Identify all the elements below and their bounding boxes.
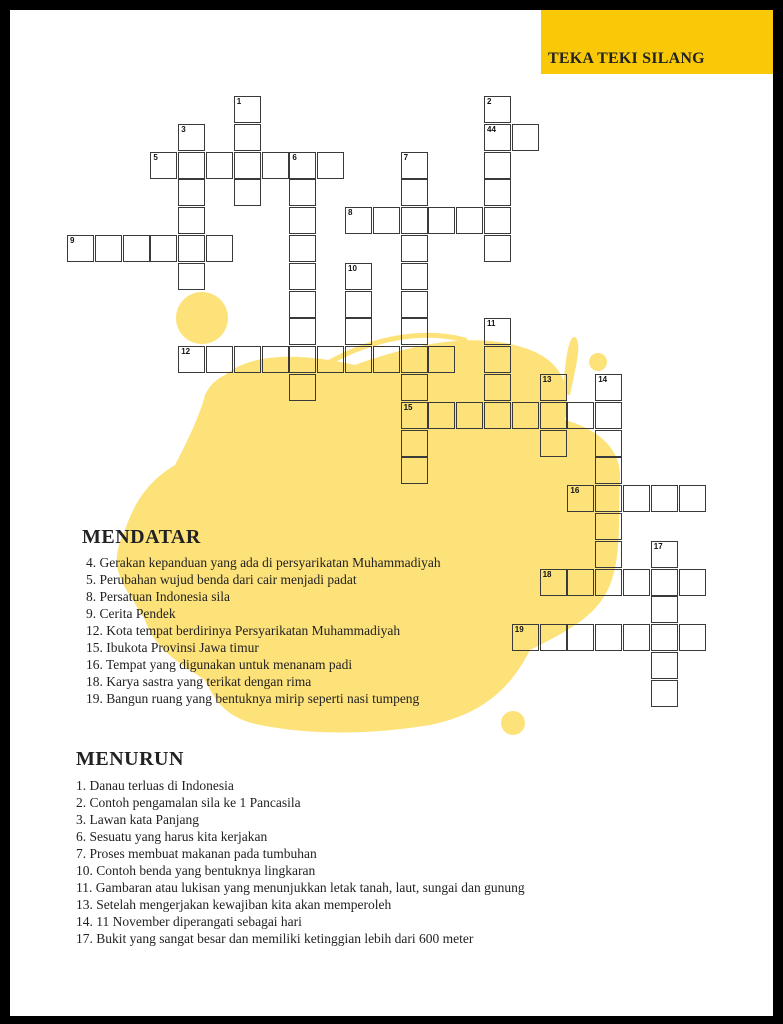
crossword-cell[interactable] [456, 402, 483, 429]
clue-item: 1. Danau terluas di Indonesia [76, 778, 234, 793]
crossword-cell[interactable] [401, 374, 428, 401]
clue-item: 6. Sesuatu yang harus kita kerjakan [76, 829, 268, 844]
crossword-cell[interactable] [345, 346, 372, 373]
crossword-cell[interactable] [540, 430, 567, 457]
crossword-cell[interactable] [234, 152, 261, 179]
clue-item: 4. Gerakan kepanduan yang ada di persyarikatan Muhammadiyah [86, 555, 441, 570]
clue-number: 15 [403, 402, 413, 412]
crossword-cell[interactable] [512, 402, 539, 429]
clue-item: 12. Kota tempat berdirinya Persyarikatan Muhammadiyah [86, 623, 401, 638]
crossword-cell[interactable] [289, 346, 316, 373]
mendatar-clue-list [86, 554, 441, 707]
crossword-cell[interactable] [651, 569, 678, 596]
crossword-cell[interactable] [428, 402, 455, 429]
menurun-heading: MENURUN [76, 748, 184, 770]
crossword-cell[interactable] [178, 207, 205, 234]
crossword-cell[interactable] [234, 346, 261, 373]
crossword-cell[interactable] [540, 374, 567, 401]
clue-number: 3 [181, 124, 186, 134]
crossword-cell[interactable] [178, 152, 205, 179]
crossword-cell[interactable] [401, 179, 428, 206]
clue-number: 5 [153, 152, 158, 162]
crossword-cell[interactable] [317, 346, 344, 373]
crossword-cell[interactable] [651, 680, 678, 707]
page-title: TEKA TEKI SILANG [548, 50, 705, 67]
splash-dot [176, 292, 228, 344]
clue-number: 7 [403, 152, 409, 162]
crossword-cell[interactable] [484, 346, 511, 373]
crossword-cell[interactable] [595, 513, 622, 540]
crossword-cell[interactable] [567, 569, 594, 596]
crossword-cell[interactable] [484, 179, 511, 206]
crossword-cell[interactable] [206, 235, 233, 262]
clue-number: 17 [653, 541, 663, 551]
crossword-cell[interactable] [67, 235, 94, 262]
clue-item: 14. 11 November diperangati sebagai hari [76, 914, 302, 929]
clue-number: 2 [487, 97, 492, 106]
crossword-cell[interactable] [623, 485, 650, 512]
crossword-cell[interactable] [262, 346, 289, 373]
crossword-cell[interactable] [123, 235, 150, 262]
crossword-cell[interactable] [401, 318, 428, 345]
crossword-cell[interactable] [512, 124, 539, 151]
crossword-cell[interactable] [679, 485, 706, 512]
clue-item: 19. Bangun ruang yang bentuknya mirip seperti nasi tumpeng [86, 691, 420, 706]
clue-item: 16. Tempat yang digunakan untuk menanam padi [86, 657, 353, 672]
crossword-cell[interactable] [401, 457, 428, 484]
crossword-cell[interactable] [178, 235, 205, 262]
crossword-cell[interactable] [651, 485, 678, 512]
crossword-cell[interactable] [289, 263, 316, 290]
crossword-cell[interactable] [150, 235, 177, 262]
crossword-cell[interactable] [206, 346, 233, 373]
crossword-cell[interactable] [401, 402, 428, 429]
crossword-cell[interactable] [401, 207, 428, 234]
crossword-cell[interactable] [679, 569, 706, 596]
crossword-cell[interactable] [651, 596, 678, 623]
crossword-cell[interactable] [401, 152, 428, 179]
crossword-cell[interactable] [289, 291, 316, 318]
crossword-cell[interactable] [484, 374, 511, 401]
crossword-cell[interactable] [484, 318, 511, 345]
crossword-cell[interactable] [595, 541, 622, 568]
crossword-cell[interactable] [234, 179, 261, 206]
crossword-cell[interactable] [595, 569, 622, 596]
clue-item: 15. Ibukota Provinsi Jawa timur [86, 640, 259, 655]
mendatar-heading: MENDATAR [82, 526, 201, 548]
crossword-cell[interactable] [567, 624, 594, 651]
crossword-cell[interactable] [567, 402, 594, 429]
crossword-cell[interactable] [595, 624, 622, 651]
clue-number: 19 [514, 625, 524, 635]
crossword-cell[interactable] [595, 485, 622, 512]
crossword-cell[interactable] [651, 541, 678, 568]
crossword-cell[interactable] [178, 124, 205, 151]
clue-item: 13. Setelah mengerjakan kewajiban kita akan memperoleh [76, 897, 392, 912]
crossword-cell[interactable] [595, 430, 622, 457]
crossword-cell[interactable] [456, 207, 483, 234]
clue-item: 18. Karya sastra yang terikat dengan rima [86, 674, 312, 689]
crossword-cell[interactable] [401, 235, 428, 262]
menurun-clue-list [76, 777, 525, 947]
crossword-cell[interactable] [178, 346, 205, 373]
crossword-cell[interactable] [345, 291, 372, 318]
crossword-cell[interactable] [484, 402, 511, 429]
crossword-cell[interactable] [484, 124, 511, 151]
crossword-cell[interactable] [401, 291, 428, 318]
crossword-cell[interactable] [428, 346, 455, 373]
crossword-cell[interactable] [428, 207, 455, 234]
clue-number: 1 [236, 97, 242, 106]
crossword-cell[interactable] [373, 207, 400, 234]
crossword-cell[interactable] [623, 624, 650, 651]
worksheet-page [10, 10, 773, 1016]
crossword-cell[interactable] [234, 124, 261, 151]
crossword-cell[interactable] [484, 207, 511, 234]
crossword-cell[interactable] [345, 263, 372, 290]
crossword-cell[interactable] [234, 96, 261, 123]
clue-item: 10. Contoh benda yang bentuknya lingkaran [76, 863, 316, 878]
crossword-cell[interactable] [317, 152, 344, 179]
clue-item: 3. Lawan kata Panjang [76, 812, 199, 827]
crossword-cell[interactable] [484, 96, 511, 123]
crossword-cell[interactable] [595, 457, 622, 484]
crossword-cell[interactable] [401, 346, 428, 373]
crossword-cell[interactable] [289, 235, 316, 262]
crossword-cell[interactable] [484, 152, 511, 179]
crossword-cell[interactable] [178, 179, 205, 206]
clue-number: 9 [70, 236, 75, 245]
crossword-cell[interactable] [401, 263, 428, 290]
crossword-cell[interactable] [595, 402, 622, 429]
crossword-cell[interactable] [206, 152, 233, 179]
splash-dot [501, 711, 525, 735]
crossword-cell[interactable] [651, 624, 678, 651]
clue-item: 11. Gambaran atau lukisan yang menunjukkan letak tanah, laut, sungai dan gunung [76, 880, 525, 895]
clue-number: 11 [487, 319, 496, 329]
clue-number: 18 [542, 569, 552, 579]
crossword-cell[interactable] [373, 346, 400, 373]
crossword-cell[interactable] [540, 569, 567, 596]
clue-number: 8 [348, 208, 353, 218]
crossword-cell[interactable] [567, 485, 594, 512]
crossword-cell[interactable] [623, 569, 650, 596]
crossword-cell[interactable] [540, 624, 567, 651]
clue-number: 16 [570, 486, 580, 496]
clue-item: 17. Bukit yang sangat besar dan memiliki ketinggian lebih dari 600 meter [76, 931, 474, 946]
crossword-cell[interactable] [289, 207, 316, 234]
crossword-cell[interactable] [289, 374, 316, 401]
clue-number: 14 [598, 375, 608, 384]
clue-item: 7. Proses membuat makanan pada tumbuhan [76, 846, 317, 861]
clue-item: 9. Cerita Pendek [86, 606, 176, 621]
clue-item: 5. Perubahan wujud benda dari cair menjadi padat [86, 572, 357, 587]
clue-number: 10 [348, 263, 357, 273]
crossword-cell[interactable] [345, 207, 372, 234]
crossword-cell[interactable] [289, 179, 316, 206]
crossword-cell[interactable] [679, 624, 706, 651]
crossword-cell[interactable] [540, 402, 567, 429]
clue-item: 2. Contoh pengamalan sila ke 1 Pancasila [76, 795, 301, 810]
clue-item: 8. Persatuan Indonesia sila [86, 589, 230, 604]
crossword-cell[interactable] [595, 374, 622, 401]
splash-dot [589, 353, 607, 371]
clue-number: 13 [542, 375, 552, 384]
clue-number: 44 [487, 124, 496, 134]
crossword-cell[interactable] [512, 624, 539, 651]
crossword-cell[interactable] [345, 318, 372, 345]
clue-number: 6 [292, 152, 297, 162]
clue-number: 12 [181, 347, 191, 357]
crossword-cell[interactable] [401, 430, 428, 457]
crossword-cell[interactable] [289, 152, 316, 179]
crossword-cell[interactable] [651, 652, 678, 679]
crossword-cell[interactable] [262, 152, 289, 179]
crossword-cell[interactable] [484, 235, 511, 262]
crossword-cell[interactable] [178, 263, 205, 290]
crossword-cell[interactable] [289, 318, 316, 345]
crossword-cell[interactable] [95, 235, 122, 262]
crossword-cell[interactable] [150, 152, 177, 179]
